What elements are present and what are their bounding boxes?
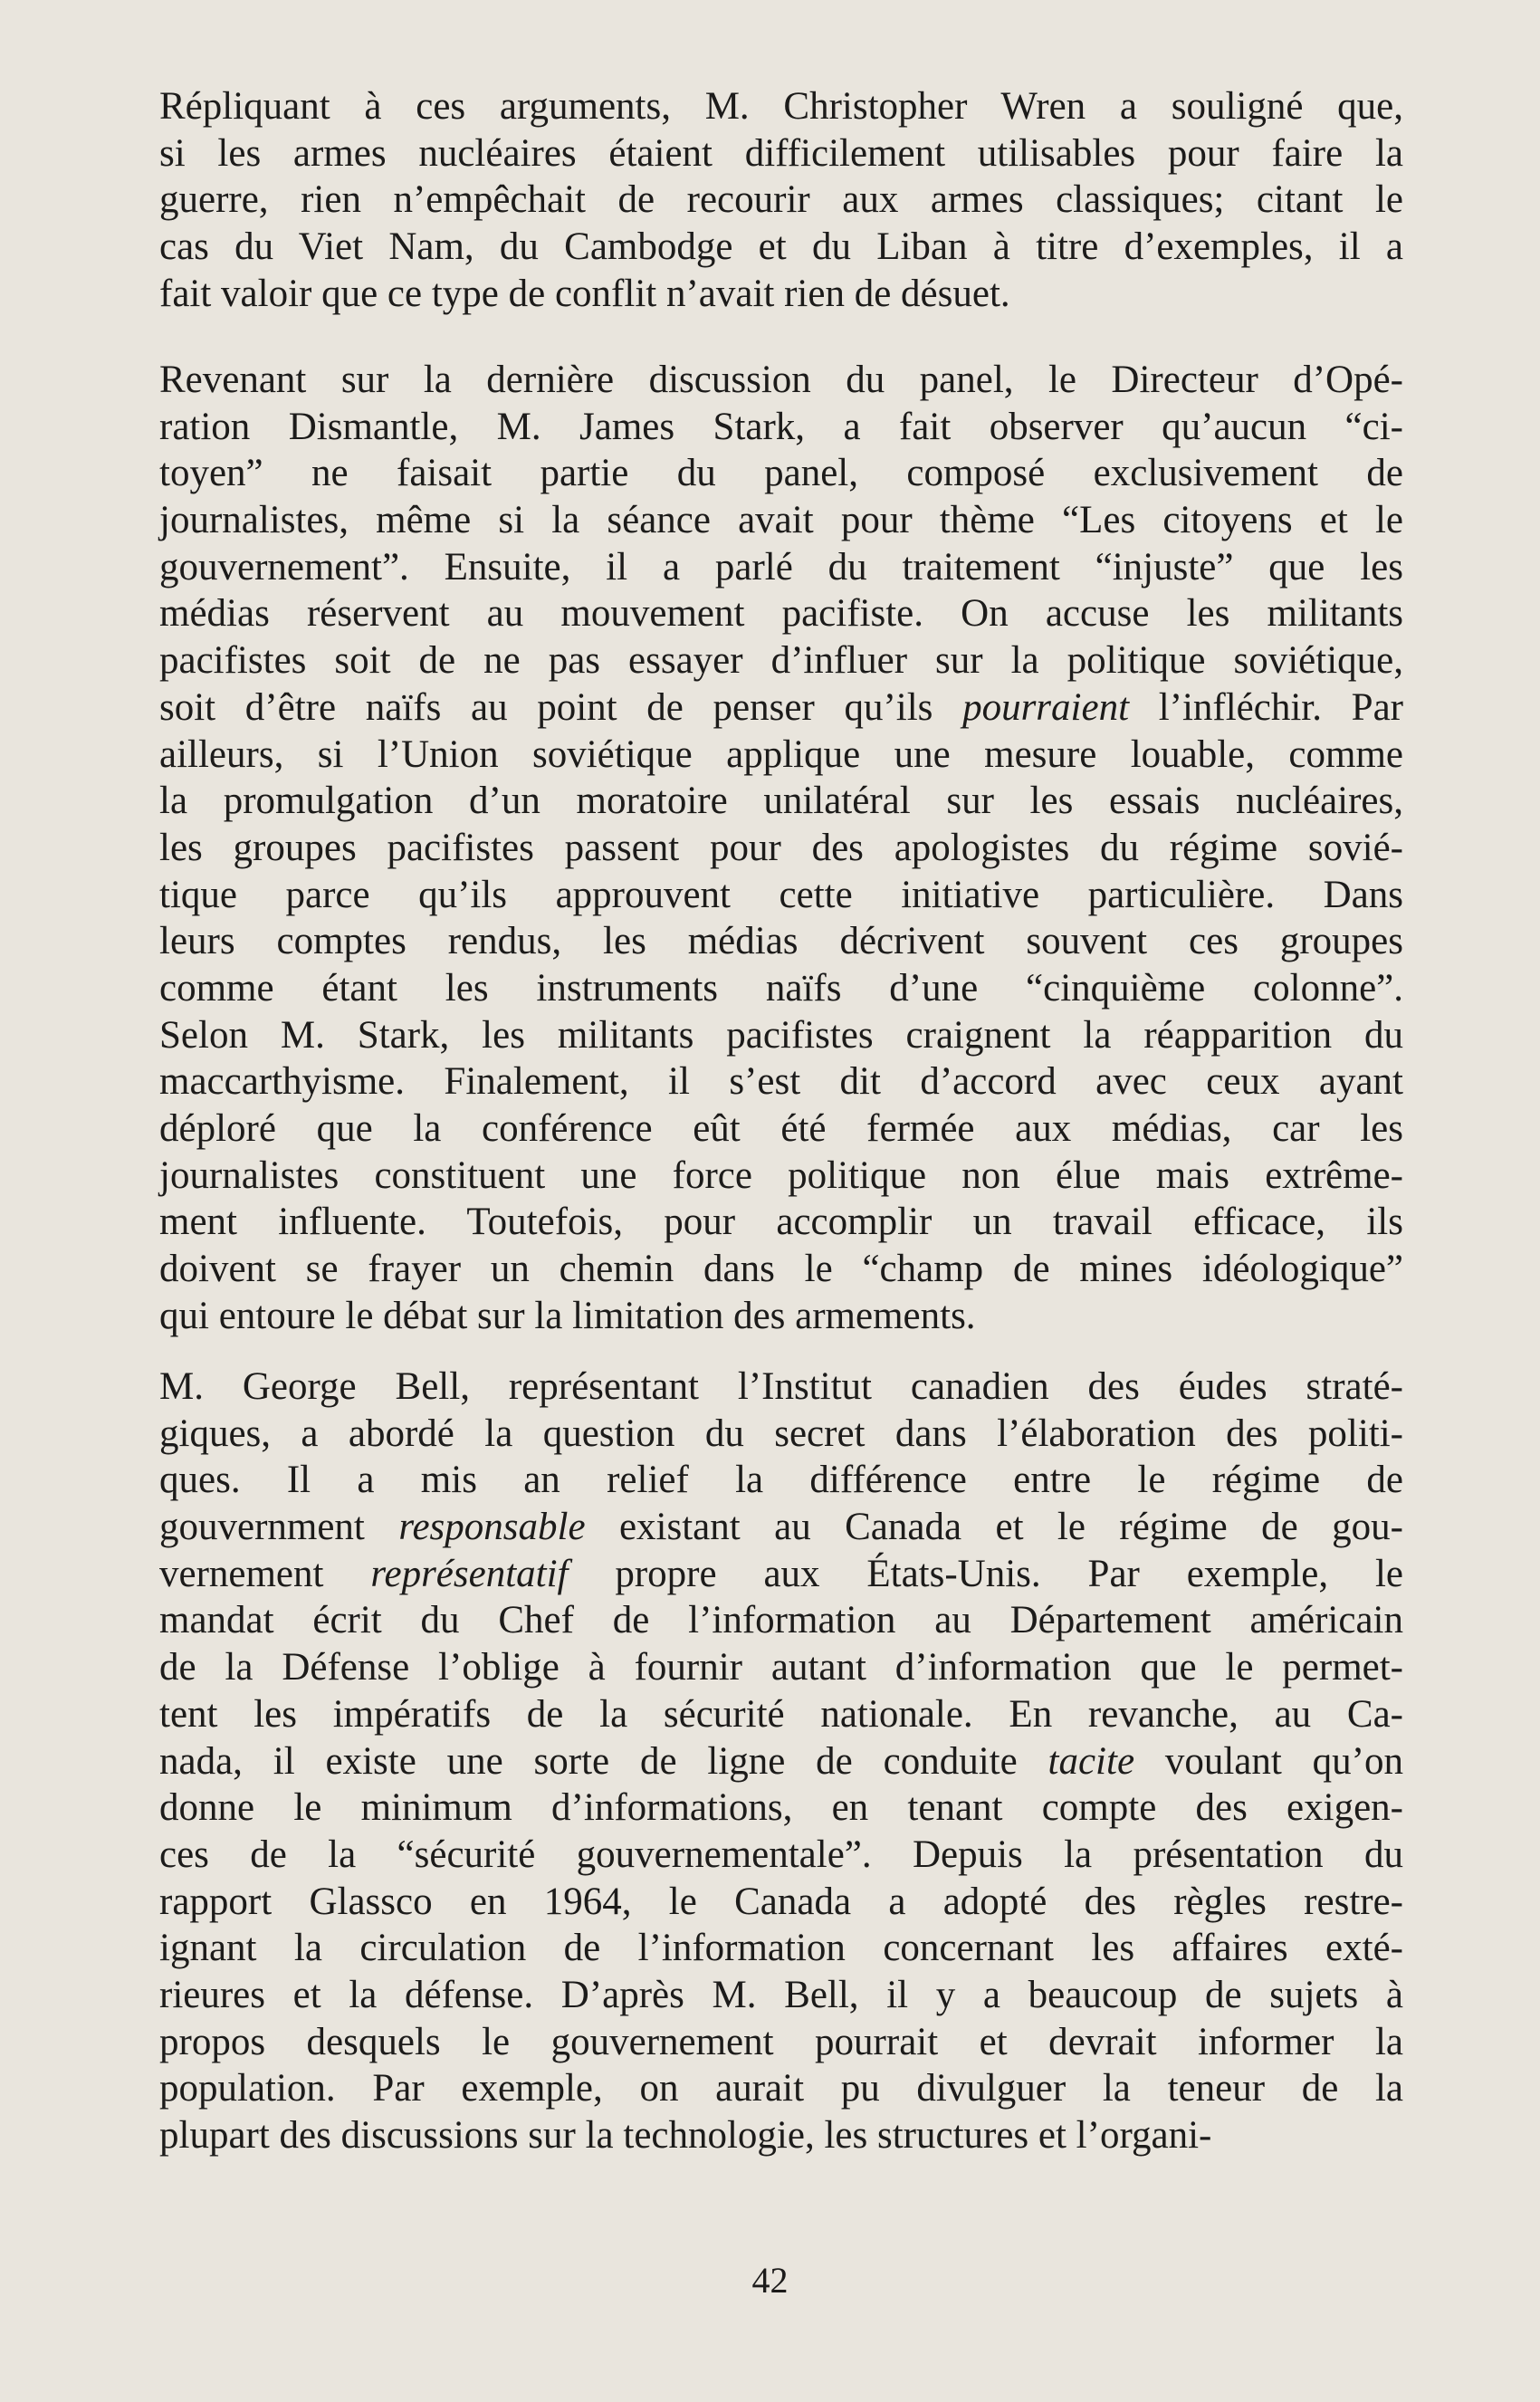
text-segment: rieures et la défense. D’après M. Bell, il y a beaucoup de sujets à [159,1973,1403,2016]
text-line [159,1105,1403,1153]
text-segment: M. George Bell, représentant l’Institut canadien des éudes straté- [159,1365,1403,1408]
text-segment: de la Défense l’oblige à fournir autant d’information que le permet- [159,1646,1403,1689]
text-segment: giques, a abordé la question du secret dans l’élaboration des politi- [159,1412,1403,1455]
text-segment: ces de la “sécurité gouvernementale”. Depuis la présentation du [159,1833,1403,1876]
text-segment: qui entoure le débat sur la limitation des armements. [159,1294,976,1337]
text-segment: Selon M. Stark, les militants pacifistes craignent la réapparition du [159,1013,1403,1057]
text-segment: donne le minimum d’informations, en tenant compte des exigen- [159,1786,1403,1830]
text-segment: toyen” ne faisait partie du panel, composé exclusivement de [159,452,1403,495]
text-segment: ration Dismantle, M. James Stark, a fait observer qu’aucun “ci- [159,405,1403,448]
text-line [159,224,1403,271]
text-segment: propos desquels le gouvernement pourrait et devrait informer la [159,2020,1403,2063]
text-line [159,83,1403,130]
paragraph-stark [159,357,1403,1339]
text-segment: l’infléchir. Par [1129,685,1403,729]
text-line [159,1457,1403,1504]
text-segment: journalistes constituent une force politique non élue mais extrême- [159,1153,1403,1197]
text-line [159,357,1403,404]
text-line [159,637,1403,684]
text-segment: guerre, rien n’empêchait de recourir aux armes classiques; citant le [159,178,1403,222]
text-line [159,684,1403,732]
text-segment: la promulgation d’un moratoire unilatéral sur les essais nucléaires, [159,780,1403,823]
text-line [159,1411,1403,1458]
paragraph-bell [159,1364,1403,2159]
text-segment: Répliquant à ces arguments, M. Christopher Wren a souligné que, [159,85,1403,128]
text-line [159,1153,1403,1200]
text-line [159,965,1403,1012]
text-segment: ailleurs, si l’Union soviétique applique une mesure louable, comme [159,732,1403,776]
text-segment: si les armes nucléaires étaient difficilement utilisables pour faire la [159,131,1403,175]
italic-word: tacite [1047,1739,1135,1783]
text-line [159,732,1403,779]
text-segment: gouvernement”. Ensuite, il a parlé du traitement “injuste” que les [159,545,1403,589]
text-segment: soit d’être naïfs au point de penser qu’ils [159,685,963,729]
text-line [159,2065,1403,2112]
text-segment: ment influente. Toutefois, pour accomplir un travail efficace, ils [159,1201,1403,1244]
text-segment: cas du Viet Nam, du Cambodge et du Liban à titre d’exemples, il a [159,225,1403,269]
text-line [159,1012,1403,1059]
text-segment: Revenant sur la dernière discussion du panel, le Directeur d’Opé- [159,359,1403,401]
text-segment: doivent se frayer un chemin dans le “champ de mines idéologique” [159,1248,1403,1291]
text-segment: ignant la circulation de l’information concernant les affaires exté- [159,1927,1403,1970]
text-line [159,1504,1403,1551]
text-segment: pacifistes soit de ne pas essayer d’influer sur la politique soviétique, [159,639,1403,683]
text-line [159,778,1403,825]
text-segment: population. Par exemple, on aurait pu divulguer la teneur de la [159,2067,1403,2110]
text-line [159,2112,1403,2159]
text-segment: comme étant les instruments naïfs d’une “cinquième colonne”. [159,966,1403,1010]
text-line [159,1785,1403,1832]
text-line [159,1199,1403,1246]
text-segment: leurs comptes rendus, les médias décrivent souvent ces groupes [159,920,1403,963]
text-line [159,1364,1403,1411]
text-line [159,1738,1403,1785]
text-line [159,450,1403,497]
italic-word: responsable [398,1506,586,1549]
text-segment: vernement [159,1552,371,1595]
text-line [159,872,1403,919]
text-segment: mandat écrit du Chef de l’information au Département américain [159,1599,1403,1642]
text-line [159,1879,1403,1926]
text-line [159,497,1403,544]
text-line [159,1832,1403,1879]
text-line [159,590,1403,637]
text-line [159,1058,1403,1105]
paragraph-wren [159,83,1403,317]
text-segment: journalistes, même si la séance avait pour thème “Les citoyens et le [159,499,1403,542]
text-line [159,544,1403,591]
page-number: 42 [751,2260,789,2301]
text-segment: ques. Il a mis an relief la différence entre le régime de [159,1459,1403,1502]
text-segment: tique parce qu’ils approuvent cette initiative particulière. Dans [159,873,1403,916]
text-line [159,404,1403,451]
text-segment: nada, il existe une sorte de ligne de conduite [159,1739,1048,1783]
text-segment: plupart des discussions sur la technologie, les structures et l’organi- [159,2114,1212,2157]
text-segment: voulant qu’on [1134,1739,1403,1783]
text-line [159,825,1403,872]
text-segment: gouvernment [159,1506,399,1549]
text-line [159,1246,1403,1293]
text-line [159,1597,1403,1644]
text-segment: déploré que la conférence eût été fermée aux médias, car les [159,1107,1403,1150]
text-line [159,1691,1403,1738]
italic-word: représentatif [370,1552,569,1595]
text-line [159,1293,1403,1340]
text-segment: tent les impératifs de la sécurité nationale. En revanche, au Ca- [159,1692,1403,1736]
text-line [159,918,1403,965]
text-segment: rapport Glassco en 1964, le Canada a adopté des règles restre- [159,1880,1403,1923]
text-line [159,1972,1403,2019]
text-line [159,271,1403,318]
text-line [159,1644,1403,1691]
text-line [159,130,1403,177]
text-segment: propre aux États-Unis. Par exemple, le [568,1552,1403,1595]
text-segment: maccarthyisme. Finalement, il s’est dit d’accord avec ceux ayant [159,1060,1403,1104]
text-segment: fait valoir que ce type de conflit n’avait rien de désuet. [159,272,1010,315]
italic-word: pourraient [962,685,1130,729]
text-segment: existant au Canada et le régime de gou- [585,1506,1404,1549]
text-line [159,1551,1403,1598]
text-segment: médias réservent au mouvement pacifiste. On accuse les militants [159,592,1403,636]
text-line [159,1925,1403,1972]
text-line [159,177,1403,224]
text-line [159,2019,1403,2066]
text-segment: les groupes pacifistes passent pour des apologistes du régime sovié- [159,826,1403,869]
